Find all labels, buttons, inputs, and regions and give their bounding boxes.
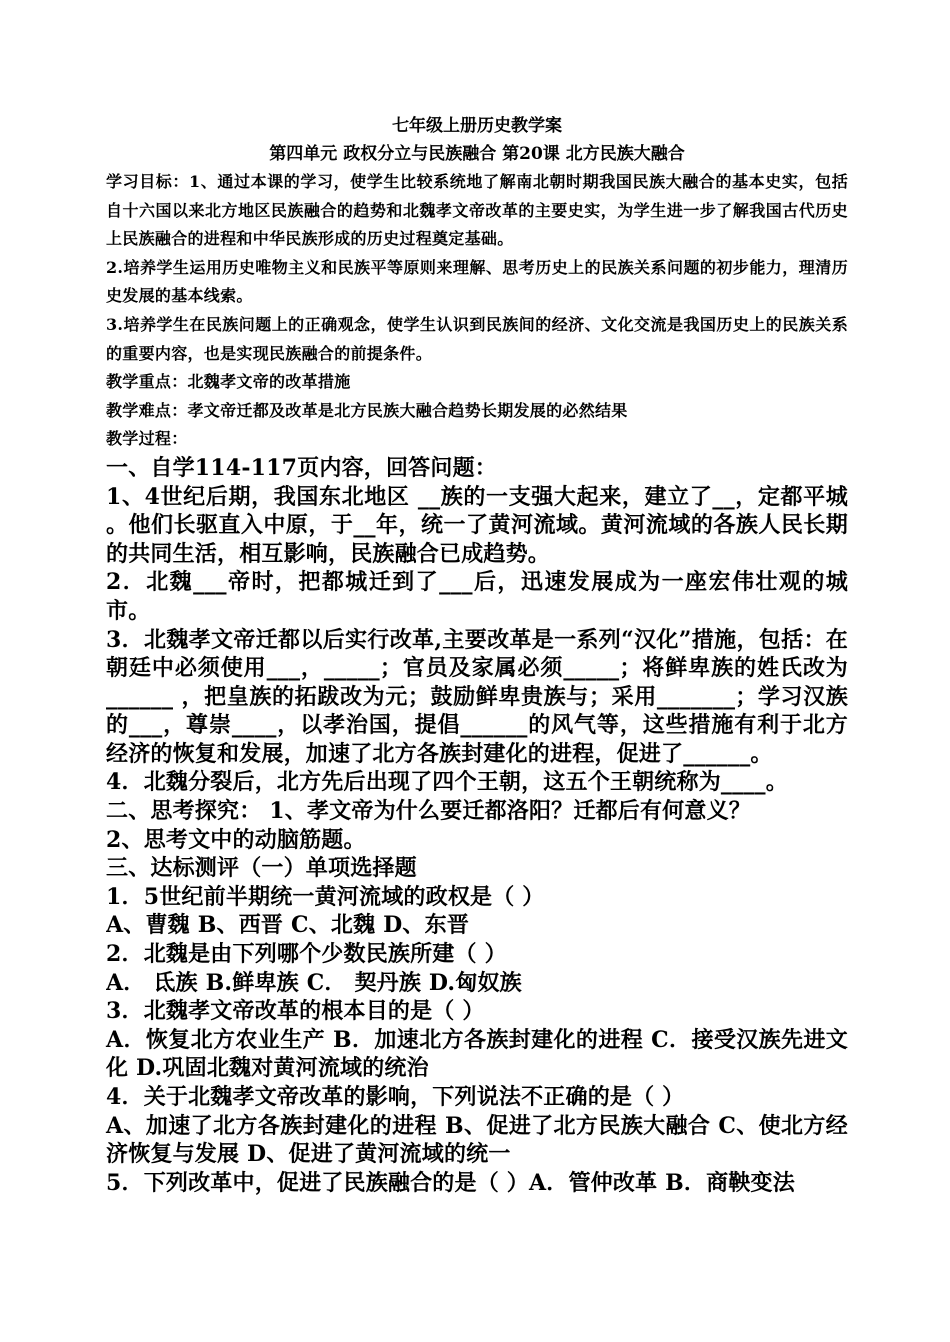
quiz-question-3: 3．北魏孝文帝改革的根本目的是（ ） (106, 998, 485, 1025)
section-2-line-1: 二、思考探究： 1、孝文帝为什么要迁都洛阳？迁都后有何意义？ (106, 798, 751, 825)
objective-3: 3.培养学生在民族问题上的正确观念，使学生认识到民族间的经济、文化交流是我国历史上的民族关系的重要内容，也是实现民族融合的前提条件。 (106, 314, 848, 363)
objective-1: 学习目标：1、通过本课的学习，使学生比较系统地了解南北朝时期我国民族大融合的基本史实，包括自十六国以来北方地区民族融合的趋势和北魏孝文帝改革的主要史实，为学生进一步了解我国古代历史上民族融合的进程和中华民族形成的历史过程奠定基础。 (106, 172, 848, 249)
section-1-heading: 一、自学114-117页内容，回答问题： (106, 454, 497, 481)
quiz-options-1: A、曹魏 B、西晋 C、北魏 D、东晋 (106, 912, 470, 939)
teaching-key-point: 教学重点：北魏孝文帝的改革措施 (106, 372, 351, 392)
section-1-question-2: 2．北魏___帝时，把都城迁到了___后，迅速发展成为一座宏伟壮观的城市。 (106, 569, 848, 624)
document-body (106, 112, 848, 1197)
teaching-process-label: 教学过程： (106, 429, 188, 449)
section-2-line-2: 2、思考文中的动脑筋题。 (106, 826, 366, 853)
section-1-question-4: 4．北魏分裂后，北方先后出现了四个王朝，这五个王朝统称为____。 (106, 769, 788, 796)
section-3-heading: 三、达标测评（一）单项选择题 (106, 855, 417, 882)
quiz-options-2: A． 氐族 B.鲜卑族 C． 契丹族 D.匈奴族 (106, 969, 522, 996)
quiz-options-4: A、加速了北方各族封建化的进程 B、促进了北方民族大融合 C、使北方经济恢复与发展 D、促进了黄河流域的统一 (106, 1112, 848, 1168)
quiz-question-1: 1．5世纪前半期统一黄河流域的政权是（ ） (106, 883, 545, 910)
quiz-question-4: 4．关于北魏孝文帝改革的影响，下列说法不正确的是（ ） (106, 1084, 685, 1110)
quiz-options-3: A．恢复北方农业生产 B．加速北方各族封建化的进程 C．接受汉族先进文化 D.巩固北魏对黄河流域的统治 (106, 1026, 848, 1082)
objective-2: 2.培养学生运用历史唯物主义和民族平等原则来理解、思考历史上的民族关系问题的初步能力，理清历史发展的基本线索。 (106, 257, 848, 306)
quiz-question-2: 2．北魏是由下列哪个少数民族所建（ ） (106, 941, 507, 968)
teaching-difficulty: 教学难点：孝文帝迁都及改革是北方民族大融合趋势长期发展的必然结果 (106, 400, 628, 420)
lesson-subtitle: 第四单元 政权分立与民族融合 第20课 北方民族大融合 (269, 144, 685, 164)
document-title: 七年级上册历史教学案 (392, 116, 562, 136)
section-1-question-1: 1、4世纪后期，我国东北地区 __族的一支强大起来，建立了__，定都平城 。他们长驱直入中原，于__年，统一了黄河流域。黄河流域的各族人民长期的共同生活，相互影响，民族融合已成趋势。 (106, 483, 848, 567)
section-1-question-3: 3．北魏孝文帝迁都以后实行改革,主要改革是一系列“汉化”措施，包括：在朝廷中必须使用___，_____；官员及家属必须_____；将鲜卑族的姓氏改为______ ，把皇族的拓跋改为元；鼓励鲜卑贵族与；采用_______；学习汉族的___，尊崇____，以孝治国，提倡______的风气等，这些措施有利于北方经济的恢复和发展，加速了北方各族封建化的进程，促进了______。 (106, 626, 848, 767)
quiz-question-5: 5．下列改革中，促进了民族融合的是（ ）A．管仲改革 B．商鞅变法 (106, 1169, 795, 1196)
